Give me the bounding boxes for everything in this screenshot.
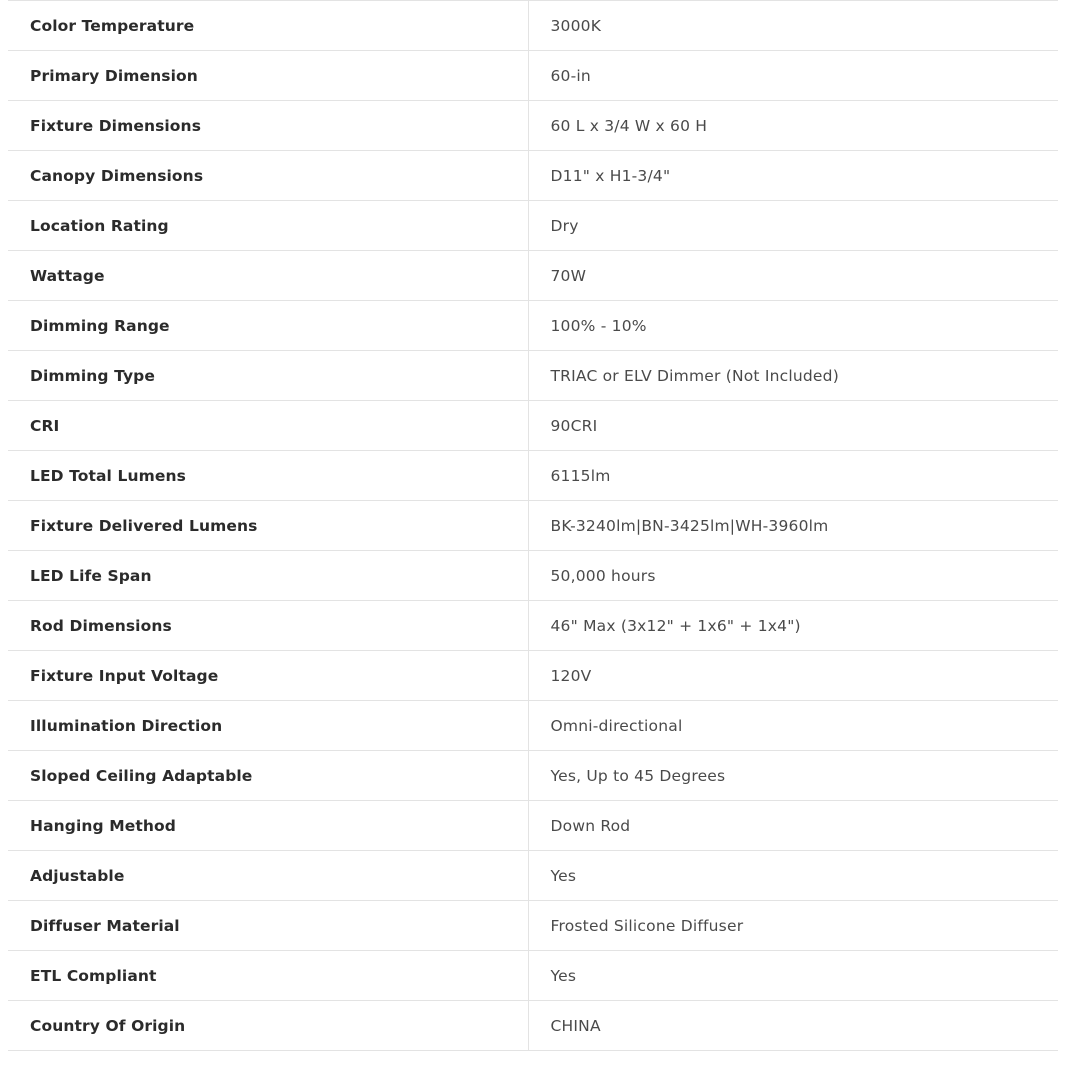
- spec-label: LED Total Lumens: [8, 451, 528, 501]
- table-row: [8, 951, 1058, 1001]
- spec-value: 70W: [528, 251, 1058, 301]
- spec-value: D11" x H1-3/4": [528, 151, 1058, 201]
- table-row: [8, 201, 1058, 251]
- spec-label: Location Rating: [8, 201, 528, 251]
- table-row: [8, 801, 1058, 851]
- spec-value: TRIAC or ELV Dimmer (Not Included): [528, 351, 1058, 401]
- spec-label: Hanging Method: [8, 801, 528, 851]
- spec-label: Dimming Type: [8, 351, 528, 401]
- spec-label: ETL Compliant: [8, 951, 528, 1001]
- table-row: [8, 851, 1058, 901]
- table-row: [8, 301, 1058, 351]
- spec-value: 100% - 10%: [528, 301, 1058, 351]
- table-row: [8, 51, 1058, 101]
- table-row: [8, 151, 1058, 201]
- table-row: [8, 1, 1058, 51]
- table-row: [8, 1001, 1058, 1051]
- spec-value: Dry: [528, 201, 1058, 251]
- spec-label: Rod Dimensions: [8, 601, 528, 651]
- table-row: [8, 501, 1058, 551]
- table-row: [8, 601, 1058, 651]
- spec-label: Illumination Direction: [8, 701, 528, 751]
- spec-value: 3000K: [528, 1, 1058, 51]
- spec-label: Color Temperature: [8, 1, 528, 51]
- spec-value: Yes: [528, 851, 1058, 901]
- spec-label: Country Of Origin: [8, 1001, 528, 1051]
- specifications-table: [8, 0, 1058, 1051]
- table-row: [8, 551, 1058, 601]
- table-row: [8, 101, 1058, 151]
- spec-label: Canopy Dimensions: [8, 151, 528, 201]
- table-row: [8, 351, 1058, 401]
- spec-label: Adjustable: [8, 851, 528, 901]
- spec-value: 60 L x 3/4 W x 60 H: [528, 101, 1058, 151]
- spec-value: 50,000 hours: [528, 551, 1058, 601]
- spec-label: Diffuser Material: [8, 901, 528, 951]
- spec-value: 46" Max (3x12" + 1x6" + 1x4"): [528, 601, 1058, 651]
- spec-label: LED Life Span: [8, 551, 528, 601]
- spec-value: Yes: [528, 951, 1058, 1001]
- table-row: [8, 901, 1058, 951]
- spec-value: 6115lm: [528, 451, 1058, 501]
- spec-value: CHINA: [528, 1001, 1058, 1051]
- table-row: [8, 251, 1058, 301]
- spec-label: CRI: [8, 401, 528, 451]
- table-row: [8, 651, 1058, 701]
- spec-value: Down Rod: [528, 801, 1058, 851]
- spec-value: Frosted Silicone Diffuser: [528, 901, 1058, 951]
- spec-label: Wattage: [8, 251, 528, 301]
- spec-label: Fixture Input Voltage: [8, 651, 528, 701]
- table-row: [8, 751, 1058, 801]
- spec-value: 120V: [528, 651, 1058, 701]
- spec-value: Yes, Up to 45 Degrees: [528, 751, 1058, 801]
- spec-label: Fixture Delivered Lumens: [8, 501, 528, 551]
- spec-value: Omni-directional: [528, 701, 1058, 751]
- table-row: [8, 401, 1058, 451]
- spec-value: 90CRI: [528, 401, 1058, 451]
- table-row: [8, 451, 1058, 501]
- spec-label: Primary Dimension: [8, 51, 528, 101]
- table-row: [8, 701, 1058, 751]
- spec-label: Fixture Dimensions: [8, 101, 528, 151]
- spec-value: BK-3240lm|BN-3425lm|WH-3960lm: [528, 501, 1058, 551]
- spec-label: Dimming Range: [8, 301, 528, 351]
- spec-label: Sloped Ceiling Adaptable: [8, 751, 528, 801]
- spec-value: 60-in: [528, 51, 1058, 101]
- specifications-table-body: [8, 1, 1058, 1051]
